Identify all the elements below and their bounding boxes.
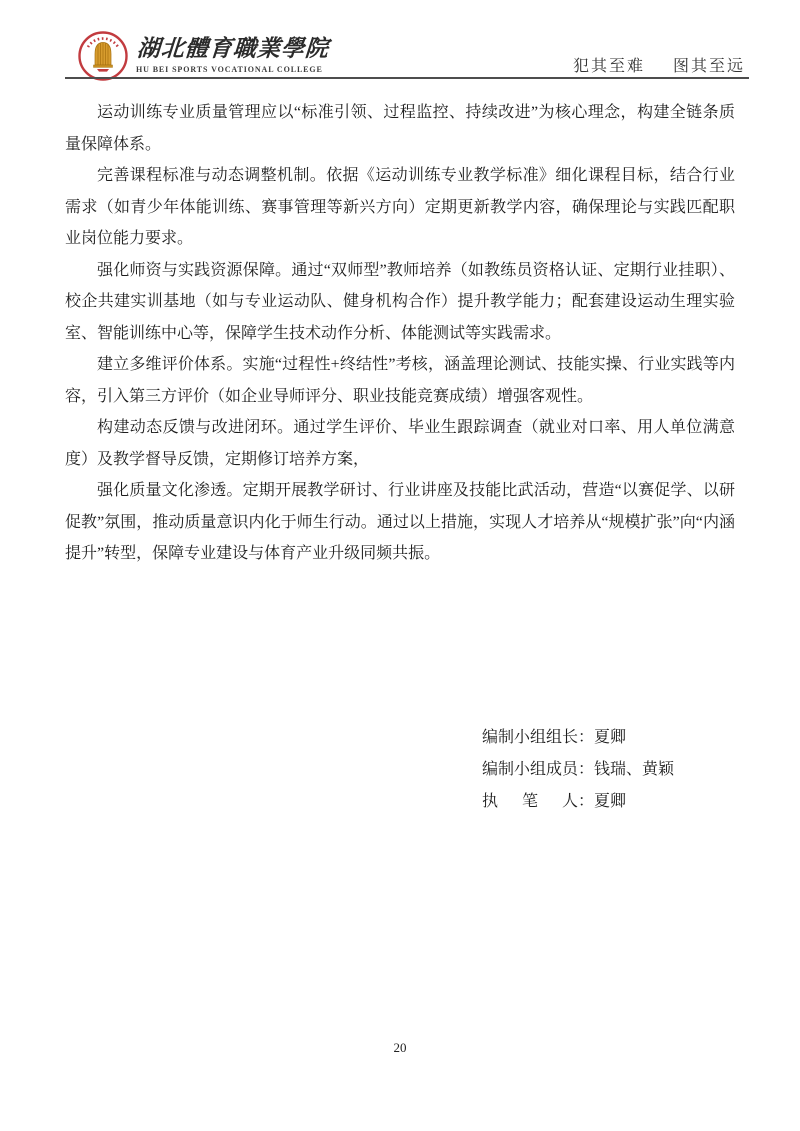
paragraph: 构建动态反馈与改进闭环。通过学生评价、毕业生跟踪调查（就业对口率、用人单位满意度）及教学督导反馈，定期修订培养方案， xyxy=(65,419,735,468)
college-name-en: HU BEI SPORTS VOCATIONAL COLLEGE xyxy=(136,65,323,74)
college-title-block xyxy=(136,34,328,74)
paragraph: 强化质量文化渗透。定期开展教学研讨、行业讲座及技能比武活动，营造“以赛促学、以研促教”氛围，推动质量意识内化于师生行动。通过以上措施，实现人才培养从“规模扩张”向“内涵提升”转型，保障专业建设与体育产业升级同频共振。 xyxy=(65,482,735,562)
header-motto xyxy=(573,53,745,76)
college-name-zh: 湖北體育職業學院 xyxy=(136,36,330,61)
signature-colon: ： xyxy=(578,793,595,810)
paragraph: 强化师资与实践资源保障。通过“双师型”教师培养（如教练员资格认证、定期行业挂职）、校企共建实训基地（如与专业运动队、健身机构合作）提升教学能力；配套建设运动生理实验室、智能训练中心等，保障学生技术动作分析、体能测试等实践需求。 xyxy=(65,261,735,342)
signature-line xyxy=(482,786,674,818)
paragraph: 完善课程标准与动态调整机制。依据《运动训练专业教学标准》细化课程目标，结合行业需求（如青少年体能训练、赛事管理等新兴方向）定期更新教学内容，确保理论与实践匹配职业岗位能力要求。 xyxy=(65,167,735,247)
paragraphs xyxy=(65,97,735,570)
motto-right: 图其至远 xyxy=(672,58,745,75)
signature-value: 钱瑞、黄颖 xyxy=(594,761,675,778)
signature-line xyxy=(482,722,674,754)
signature-label: 执 笔 人 xyxy=(482,793,578,810)
signature-line xyxy=(482,754,674,786)
signature-colon: ： xyxy=(578,729,595,746)
college-seal-icon xyxy=(77,30,129,82)
signature-colon: ： xyxy=(578,761,595,778)
header-rule xyxy=(65,77,749,79)
signature-value: 夏卿 xyxy=(594,793,627,810)
paragraph: 建立多维评价体系。实施“过程性+终结性”考核，涵盖理论测试、技能实操、行业实践等内容，引入第三方评价（如企业导师评分、职业技能竞赛成绩）增强客观性。 xyxy=(65,356,735,405)
signature-label: 编制小组组长 xyxy=(482,729,579,746)
page-header xyxy=(0,0,800,90)
document-body xyxy=(65,97,735,570)
motto-left: 犯其至难 xyxy=(572,58,645,75)
signature-value: 夏卿 xyxy=(594,729,627,746)
signature-block xyxy=(482,722,674,818)
page-number: 20 xyxy=(393,1040,407,1055)
paragraph: 运动训练专业质量管理应以“标准引领、过程监控、持续改进”为核心理念，构建全链条质量保障体系。 xyxy=(65,104,735,153)
signature-label: 编制小组成员 xyxy=(482,761,579,778)
